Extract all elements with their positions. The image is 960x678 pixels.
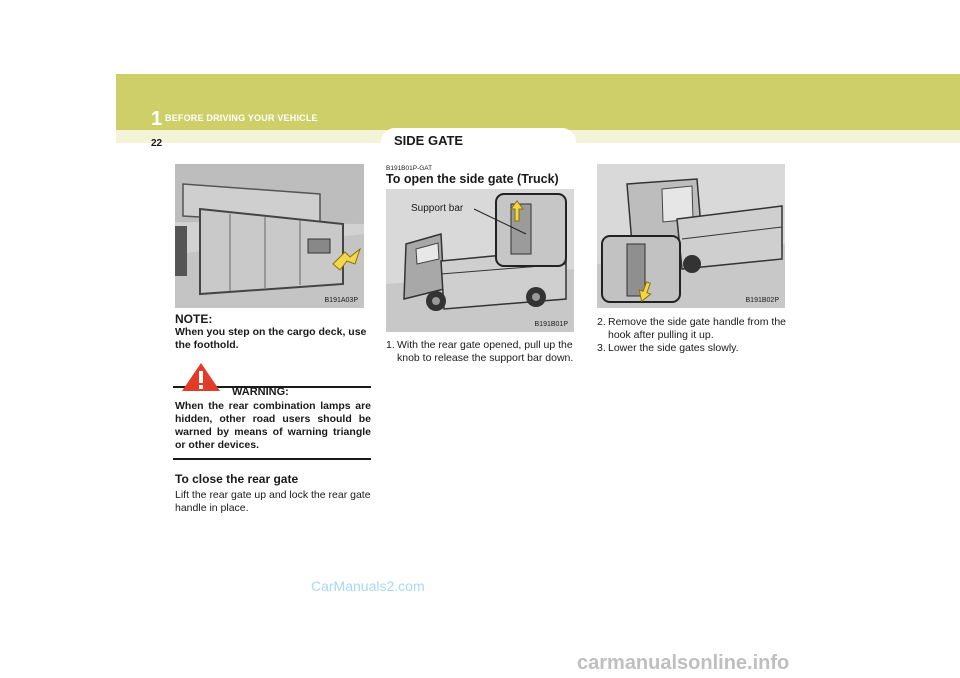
watermark-carmanualsonline[interactable]: carmanualsonline.info [577,652,790,674]
step-2 [597,316,787,342]
section-code: B191B01P-GAT [386,165,433,172]
step-text: With the rear gate opened, pull up the knob to release the support bar down. [397,339,574,364]
close-rear-gate-body: Lift the rear gate up and lock the rear gate handle in place. [175,489,371,514]
step-1 [386,339,574,365]
close-rear-gate-heading: To close the rear gate [175,472,299,486]
note-heading: NOTE: [175,312,213,326]
step-number: 2. [597,316,606,328]
photo-code: B191A03P [324,297,358,304]
watermark-carmanuals2[interactable]: CarManuals2.com [311,578,425,594]
chapter-title: BEFORE DRIVING YOUR VEHICLE [165,113,318,123]
open-side-gate-heading: To open the side gate (Truck) [386,172,559,186]
warning-triangle-icon [181,362,221,397]
step-text: Lower the side gates slowly. [608,342,739,354]
step-number: 1. [386,339,395,351]
note-body: When you step on the cargo deck, use the foothold. [175,326,367,351]
chapter-number: 1 [151,108,163,130]
rear-gate-photo [175,164,364,308]
support-bar-label: Support bar [411,203,464,214]
step-number: 3. [597,342,606,354]
side-gate-handle-photo [597,164,785,308]
step-3 [597,342,787,355]
section-title: SIDE GATE [394,133,464,148]
step-text: Remove the side gate handle from the hook after pulling it up. [608,316,787,341]
page-number: 22 [151,138,163,149]
photo-code: B191B01P [534,321,568,328]
warning-heading: WARNING: [232,386,289,398]
photo-code: B191B02P [745,297,779,304]
warning-body: When the rear combination lamps are hidden, other road users should be warned by means of warning triangle or other devices. [175,400,371,451]
callout-line [460,200,530,240]
